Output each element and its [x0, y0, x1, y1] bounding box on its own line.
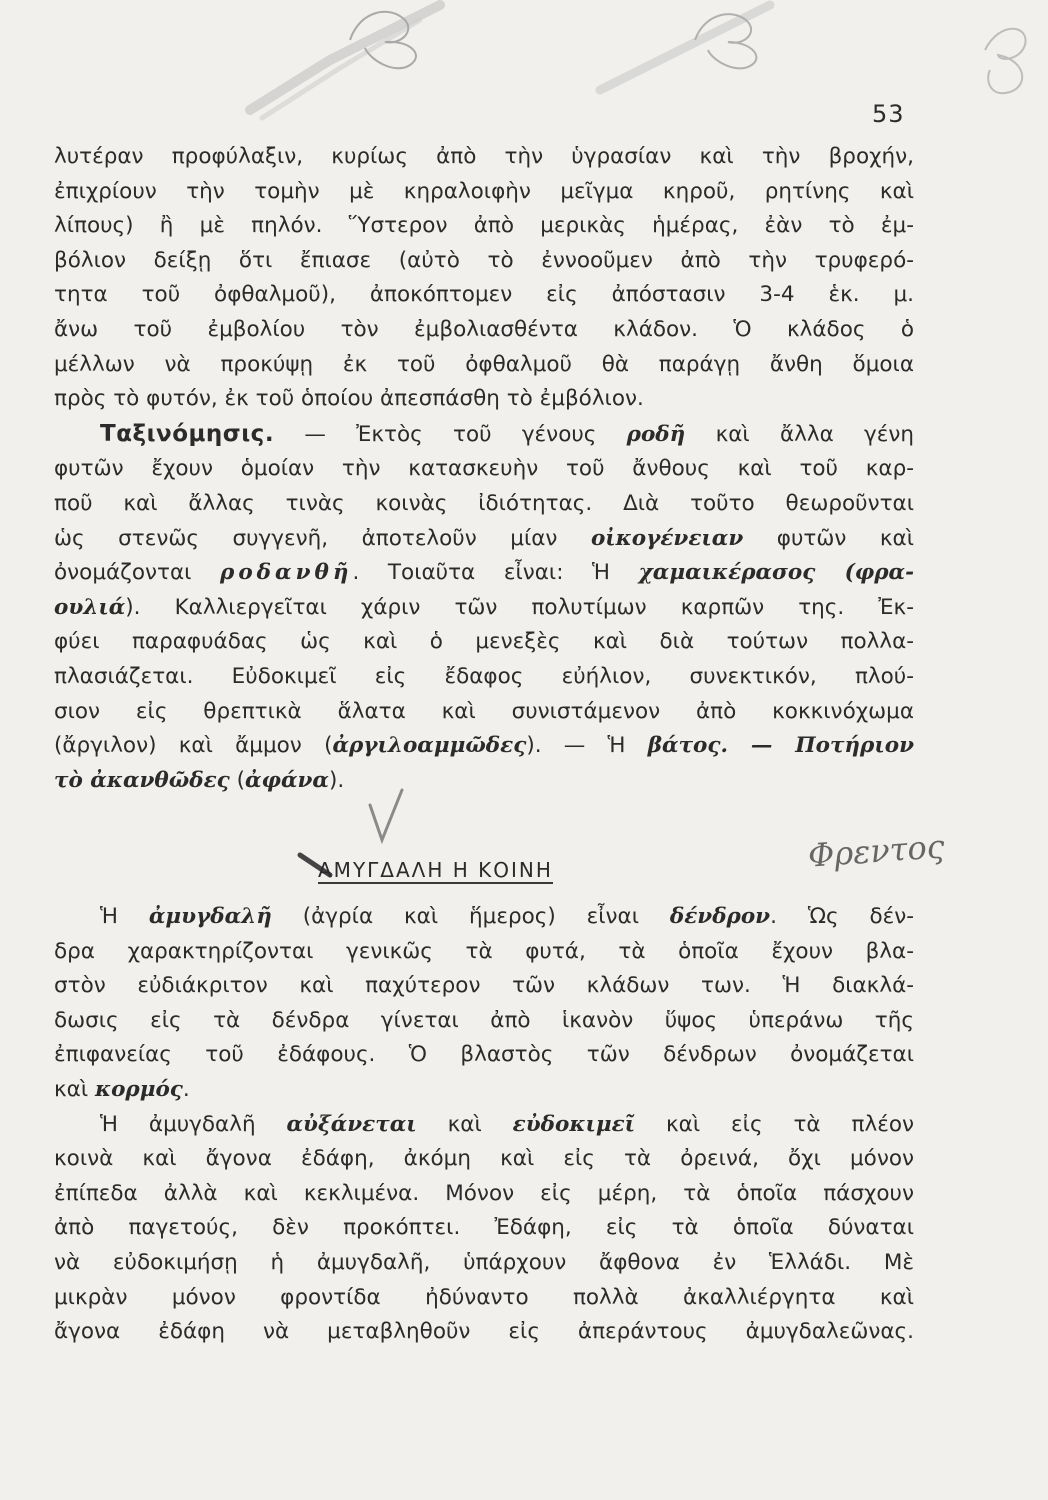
text-line	[54, 1177, 914, 1212]
emphasis-term: ροδανθῆ	[220, 560, 353, 586]
text-run: . Ὡς δέν-	[770, 904, 914, 929]
emphasis-term: ἀφάνα	[244, 767, 329, 793]
text-line	[54, 1004, 914, 1039]
text-run: — Ἐκτὸς τοῦ γένους	[274, 421, 627, 447]
text-run: Ἡ ἀμυγδαλῆ	[100, 1111, 287, 1137]
text-line	[54, 1073, 914, 1108]
text-run: ἄγονα ἐδάφη νὰ μεταβληθοῦν εἰς ἀπεράντους ἀμυγδαλεῶνας.	[54, 1319, 914, 1345]
text-run: δρα χαρακτηρίζονται γενικῶς τὰ φυτά, τὰ ὁποῖα ἔχουν βλα-	[54, 938, 914, 964]
emphasis-term: ἀμυγδαλῆ	[148, 904, 272, 929]
text-line	[54, 313, 914, 348]
emphasis-term: ουλιά	[54, 594, 126, 620]
text-block-almond	[54, 900, 914, 1350]
text-run: σιον εἰς θρεπτικὰ ἅλατα καὶ συνιστάμενον ἀπὸ κοκκινόχωμα	[54, 698, 914, 724]
text-run: καὶ	[54, 1076, 95, 1102]
text-run: Ἡ	[100, 904, 149, 929]
text-run: λίπους) ἢ μὲ πηλόν. Ὕστερον ἀπὸ μερικὰς ἡμέρας, ἐὰν τὸ ἐμ-	[54, 213, 914, 239]
text-run: ). Καλλιεργεῖται χάριν τῶν πολυτίμων καρπῶν της. Ἐκ-	[125, 594, 914, 620]
text-line	[54, 1211, 914, 1246]
text-line	[54, 244, 914, 279]
text-run: φύει παραφυάδας ὡς καὶ ὁ μενεξὲς καὶ διὰ τούτων πολλα-	[54, 629, 914, 655]
text-run: ἀπὸ παγετούς, δὲν προκόπτει. Ἐδάφη, εἰς τὰ ὁποῖα δύναται	[54, 1215, 914, 1241]
emphasis-term: εὐδοκιμεῖ	[512, 1111, 636, 1137]
text-line	[54, 209, 914, 244]
text-run: βόλιον δείξῃ ὅτι ἔπιασε (αὐτὸ τὸ ἐννοοῦμεν ἀπὸ τὴν τρυφερό-	[54, 247, 914, 273]
text-run: ἄνω τοῦ ἐμβολίου τὸν ἐμβολιασθέντα κλάδον. Ὁ κλάδος ὁ	[54, 316, 914, 342]
text-run: (ἀγρία καὶ ἥμερος) εἶναι	[271, 904, 670, 929]
text-run: καὶ	[416, 1111, 513, 1137]
text-run: νὰ εὐδοκιμήσῃ ἡ ἀμυγδαλῆ, ὑπάρχουν ἄφθονα ἐν Ἑλλάδι. Μὲ	[54, 1249, 914, 1275]
text-run: . Τοιαῦτα εἶναι: Ἡ	[352, 560, 639, 586]
text-run: (	[229, 767, 245, 793]
page-number: 53	[872, 100, 905, 128]
text-run: φυτῶν ἔχουν ὁμοίαν τὴν κατασκευὴν τοῦ ἄνθους καὶ τοῦ καρ-	[54, 456, 914, 482]
text-line	[54, 660, 914, 695]
text-run: ). — Ἡ	[526, 733, 648, 759]
text-line	[54, 1246, 914, 1281]
text-run: μικρὰν μόνον φροντίδα ἠδύναντο πολλὰ ἀκαλλιέργητα καὶ	[54, 1284, 914, 1310]
text-line	[54, 1142, 914, 1177]
text-run: ποῦ καὶ ἄλλας τινὰς κοινὰς ἰδιότητας. Διὰ τοῦτο θεωροῦνται	[54, 490, 914, 516]
text-run: καὶ εἰς τὰ πλέον	[635, 1111, 914, 1137]
text-line	[54, 695, 914, 730]
margin-pencil-note: Φρεντος	[806, 827, 946, 875]
text-run: (ἄργιλον) καὶ ἄμμον (	[54, 733, 333, 759]
text-line	[54, 625, 914, 660]
text-run: στὸν εὐδιάκριτον καὶ παχύτερον τῶν κλάδων των. Ἡ διακλά-	[54, 973, 914, 999]
text-line	[54, 556, 914, 591]
text-line	[54, 1108, 914, 1143]
text-line	[54, 140, 914, 175]
text-run: λυτέραν προφύλαξιν, κυρίως ἀπὸ τὴν ὑγρασίαν καὶ τὴν βροχήν,	[54, 144, 914, 169]
emphasis-term: ροδῆ	[626, 421, 686, 447]
emphasis-term: ἀργιλοαμμῶδες	[332, 733, 527, 759]
text-line	[54, 935, 914, 970]
text-line	[54, 764, 914, 799]
text-run: ἐπιφανείας τοῦ ἐδάφους. Ὁ βλαστὸς τῶν δένδρων ὀνομάζεται	[54, 1042, 914, 1068]
text-run: ὡς στενῶς συγγενῆ, ἀποτελοῦν μίαν	[54, 525, 591, 551]
text-run: .	[182, 1076, 190, 1102]
text-run: ὀνομάζονται	[54, 560, 221, 586]
text-run: κοινὰ καὶ ἄγονα ἐδάφη, ἀκόμη καὶ εἰς τὰ ὀρεινά, ὄχι μόνον	[54, 1146, 914, 1172]
emphasis-term: τὸ ἀκανθῶδες	[54, 767, 230, 793]
emphasis-term: δένδρον	[669, 904, 771, 929]
text-run: πρὸς τὸ φυτόν, ἐκ τοῦ ὁποίου ἀπεσπάσθη τὸ ἐμβόλιον.	[54, 386, 644, 412]
text-run: καὶ ἄλλα γένη	[685, 421, 914, 447]
text-line	[54, 900, 914, 935]
emphasis-term: βάτος. — Ποτήριον	[647, 733, 914, 759]
text-line	[54, 591, 914, 626]
text-run: ).	[328, 767, 345, 793]
text-line	[54, 382, 914, 417]
text-line	[54, 175, 914, 210]
text-run: τητα τοῦ ὀφθαλμοῦ), ἀποκόπτομεν εἰς ἀπόστασιν 3-4 ἑκ. μ.	[54, 282, 914, 308]
text-block-grafting	[54, 140, 914, 798]
text-run: δωσις εἰς τὰ δένδρα γίνεται ἀπὸ ἱκανὸν ὕψος ὑπεράνω τῆς	[54, 1007, 914, 1033]
text-line	[54, 417, 914, 453]
text-run: ἐπίπεδα ἀλλὰ καὶ κεκλιμένα. Μόνον εἰς μέρη, τὰ ὁποῖα πάσχουν	[54, 1180, 914, 1206]
text-run: μέλλων νὰ προκύψῃ ἐκ τοῦ ὀφθαλμοῦ θὰ παράγῃ ἄνθη ὅμοια	[54, 351, 914, 377]
text-line	[54, 452, 914, 487]
text-line	[54, 1038, 914, 1073]
emphasis-term: κορμός	[94, 1076, 183, 1102]
emphasis-term: οἰκογένειαν	[590, 525, 744, 551]
emphasis-term: Ταξινόμησις.	[100, 420, 275, 447]
section-heading: ΑΜΥΓΔΑΛΗ Η ΚΟΙΝΗ	[318, 858, 553, 882]
emphasis-term: αὐξάνεται	[286, 1111, 417, 1137]
text-line	[54, 1315, 914, 1350]
text-line	[54, 969, 914, 1004]
text-line	[54, 278, 914, 313]
text-line	[54, 522, 914, 557]
text-line	[54, 729, 914, 764]
emphasis-term: χαμαικέρασος (φρα-	[638, 560, 914, 586]
text-line	[54, 1281, 914, 1316]
text-line	[54, 348, 914, 383]
text-run: πλασιάζεται. Εὐδοκιμεῖ εἰς ἔδαφος εὐήλιον, συνεκτικόν, πλού-	[54, 663, 914, 689]
text-line	[54, 487, 914, 522]
text-run: ἐπιχρίουν τὴν τομὴν μὲ κηραλοιφὴν μεῖγμα κηροῦ, ρητίνης καὶ	[54, 178, 914, 204]
text-run: φυτῶν καὶ	[743, 525, 914, 551]
